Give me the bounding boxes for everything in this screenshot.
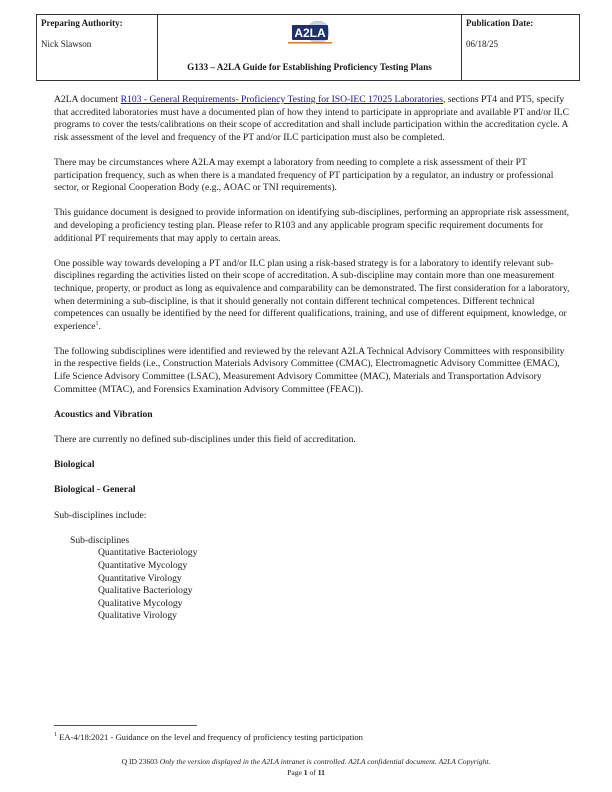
- heading-biological: Biological: [54, 459, 95, 471]
- preparing-authority-cell: [37, 15, 158, 80]
- publication-date-cell: [462, 15, 579, 80]
- strategy-text: One possible way towards developing a PT and/or ILC plan using a risk-based strategy is for a laboratory to identify relevant sub-disciplines regarding the activities listed on their scope of accreditation. A sub-discipline may contain more than one measurement technique, property, or product as long as equivalence and comparability can be demonstrated. The first consideration for a laboratory, when determining a sub-discipline, is that it should generally not contain different technical competences. Different technical competences can usually be identified by the need for different qualifications, training, and use of different equipment, knowledge, or experience: [54, 257, 570, 332]
- list-item: Qualitative Bacteriology: [98, 585, 193, 597]
- page-prefix: Page: [287, 768, 304, 777]
- list-item: Qualitative Virology: [98, 610, 177, 622]
- footnote-reference[interactable]: 1: [95, 320, 99, 327]
- preparing-authority-label: Preparing Authority:: [41, 18, 123, 28]
- list-item: Quantitative Virology: [98, 572, 182, 584]
- heading-biological-general: Biological - General: [54, 484, 136, 496]
- footer-notice-line: [0, 756, 612, 767]
- document-body: [54, 94, 574, 623]
- footnote: [54, 732, 363, 742]
- svg-text:A2LA: A2LA: [293, 26, 326, 40]
- paragraph-purpose: This guidance document is designed to provide information on identifying sub-disciplines, performing an appropriate risk assessment, and developing a proficiency testing plan. Please refer to R103 and any applicable program specific requirement documents for additional PT requirements that may apply to certain areas.: [54, 207, 570, 244]
- r103-link[interactable]: R103 - General Requirements- Proficiency Testing for ISO-IEC 17025 Laboratories: [120, 94, 443, 105]
- intro-suffix: , sections PT4 and PT5, specify that accredited laboratories must have a documented plan of how they intend to participate in appropriate and available PT and/or ILC programs to cover the tests/calibrations on their scope of accreditation and shall include participation within the accreditation cycle. A risk assessment of the level and frequency of the PT and/or ILC participation must also be completed.: [54, 94, 570, 143]
- list-item: Qualitative Mycology: [98, 597, 183, 609]
- footer-notice: Only the version displayed in the A2LA intranet is controlled. A2LA confidential document. A2LA Copyright.: [159, 757, 491, 766]
- publication-date-value: 06/18/25: [466, 39, 499, 49]
- paragraph-acoustics: There are currently no defined sub-disciplines under this field of accreditation.: [54, 434, 356, 446]
- sub-disciplines-header: Sub-disciplines: [70, 534, 130, 546]
- page-current: 1: [303, 768, 308, 777]
- page-footer: [0, 756, 612, 778]
- paragraph-sub-intro: Sub-disciplines include:: [54, 509, 147, 521]
- paragraph-exemption: There may be circumstances where A2LA may exempt a laboratory from needing to complete a risk assessment of their PT participation frequency, such as when there is a mandated frequency of PT participation by a regulator, an industry or professional sector, or Regional Cooperation Body (e.g., AOAC or TNI requirements).: [54, 156, 554, 194]
- title-cell: [158, 15, 462, 80]
- heading-acoustics: Acoustics and Vibration: [54, 408, 153, 420]
- a2la-logo-icon: [282, 21, 338, 47]
- list-item: Quantitative Bacteriology: [98, 547, 198, 559]
- footnote-marker: 1: [54, 732, 57, 739]
- strategy-end: .: [98, 320, 101, 332]
- publication-date-label: Publication Date:: [466, 18, 534, 28]
- paragraph-intro: [54, 94, 574, 144]
- page-of: of: [307, 768, 318, 777]
- page-number: [0, 767, 612, 778]
- footer-qid: Q ID 23603: [121, 757, 160, 766]
- list-item: Quantitative Mycology: [98, 559, 188, 571]
- document-header-table: [36, 14, 580, 81]
- intro-prefix: A2LA document: [54, 94, 121, 105]
- preparing-authority-value: Nick Slawson: [41, 39, 92, 49]
- footnote-divider: [54, 725, 197, 726]
- sub-disciplines-list: [70, 535, 574, 623]
- footnote-text: EA-4/18:2021 - Guidance on the level and frequency of proficiency testing participation: [57, 732, 363, 742]
- paragraph-strategy: [54, 258, 574, 334]
- document-title: G133 – A2LA Guide for Establishing Proficiency Testing Plans: [187, 62, 432, 72]
- page-total: 11: [317, 768, 325, 777]
- paragraph-committees: The following subdisciplines were identified and reviewed by the relevant A2LA Technical Advisory Committees with responsibility in the respective fields (i.e., Construction Materials Advisory Committee (CMAC), Electromagnetic Advisory Committee (EMAC), Life Science Advisory Committee (LSAC), Measurement Advisory Committee (MAC), Materials and Transportation Advisory Committee (MTAC), and Forensics Examination Advisory Committee (FEAC)).: [54, 345, 565, 395]
